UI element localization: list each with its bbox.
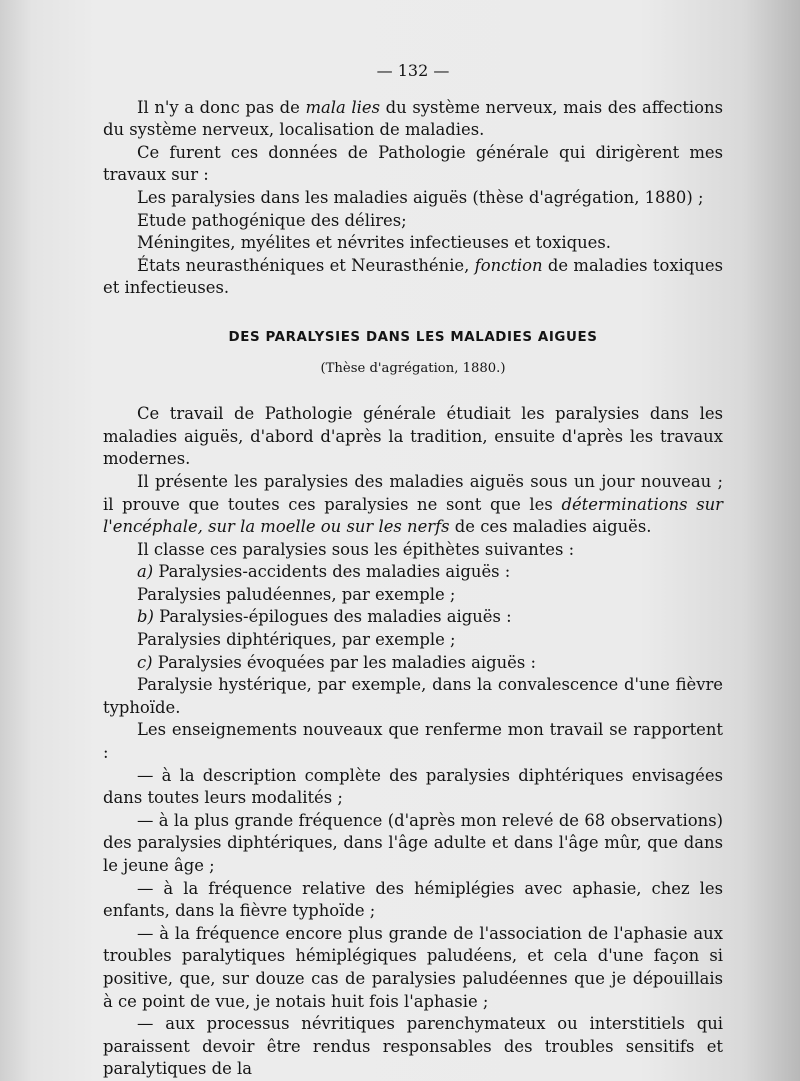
body-paragraph-1: Ce travail de Pathologie générale étudiait les paralysies dans les maladies aiguës, d'abord d'après la tradition, ensuite d'après les travaux modernes. [103,404,723,469]
intro-item-2: Etude pathogénique des délires; [137,210,407,230]
classification-b [103,606,723,629]
classification-c-letter: c) [137,652,153,672]
intro-item-3: Méningites, myélites et névrites infectieuses et toxiques. [137,233,611,253]
classification-c-text: Paralysies évoquées par les maladies aiguës : [152,652,536,672]
example-b: Paralysies diphtériques, par exemple ; [137,630,456,650]
intro-last-text-a: États neurasthéniques et Neurasthénie, [137,255,475,275]
classification-c [103,652,723,675]
example-c: Paralysie hystérique, par exemple, dans la convalescence d'une fièvre typhoïde. [103,675,723,717]
teaching-item-5: — aux processus névritiques parenchymateux ou interstitiels qui paraissent devoir être rendus responsables des troubles sensitifs et paralytiques de la [103,1014,723,1079]
classification-b-letter: b) [137,607,154,627]
section-title: DES PARALYSIES DANS LES MALADIES AIGUES [228,329,598,345]
classification-a-letter: a) [137,562,154,582]
intro-item-1: Les paralysies dans les maladies aiguës (thèse d'agrégation, 1880) ; [137,187,704,207]
body-paragraph-3: Il classe ces paralysies sous les épithètes suivantes : [137,539,575,559]
classification-a [103,561,723,584]
intro-p1-text-a: Il n'y a donc pas de [137,97,306,117]
teaching-item-1: — à la description complète des paralysies diphtériques envisagées dans toutes leurs modalités ; [103,765,723,808]
intro-last-emphasis: fonction [474,255,543,275]
body-paragraph-2 [103,471,723,539]
body-paragraph-4: Les enseignements nouveaux que renferme mon travail se rapportent : [103,720,723,763]
example-a: Paralysies paludéennes, par exemple ; [137,584,456,604]
page-number: — 132 — [376,61,450,80]
body-p2-text-a: Il présente les paralysies des maladies aiguës sous un jour nouveau ; il prouve que toutes ces paralysies ne sont que les [103,471,723,514]
document-page [103,60,723,1081]
intro-item-4 [103,255,723,300]
intro-p1-emphasis: mala lies [305,97,381,117]
intro-paragraph-1 [103,97,723,142]
intro-last-text-b: de maladies toxiques et infectieuses. [103,255,723,298]
teaching-item-3: — à la fréquence relative des hémiplégies avec aphasie, chez les enfants, dans la fièvre typhoïde ; [103,878,723,921]
intro-p1-text-b: du système nerveux, mais des affections du système nerveux, localisation de maladies. [103,97,723,140]
section-subtitle: (Thèse d'agrégation, 1880.) [320,360,506,376]
teaching-item-2: — à la plus grande fréquence (d'après mon relevé de 68 observations) des paralysies diphtériques, dans l'âge adulte et dans l'âge mûr, que dans le jeune âge ; [103,810,723,875]
classification-b-text: Paralysies-épilogues des maladies aiguës : [153,607,512,627]
classification-a-text: Paralysies-accidents des maladies aiguës : [153,562,511,582]
intro-paragraph-2: Ce furent ces données de Pathologie générale qui dirigèrent mes travaux sur : [103,142,723,185]
teaching-item-4: — à la fréquence encore plus grande de l'association de l'aphasie aux troubles paralytiques hémiplégiques paludéens, et cela d'une façon si positive, que, sur douze cas de paralysies paludéennes que je dépouillais à ce point de vue, je notais huit fois l'aphasie ; [103,923,723,1011]
body-p2-text-b: de ces maladies aiguës. [449,517,652,537]
body-p2-emphasis: déterminations sur l'encéphale, sur la moelle ou sur les nerfs [103,494,724,537]
